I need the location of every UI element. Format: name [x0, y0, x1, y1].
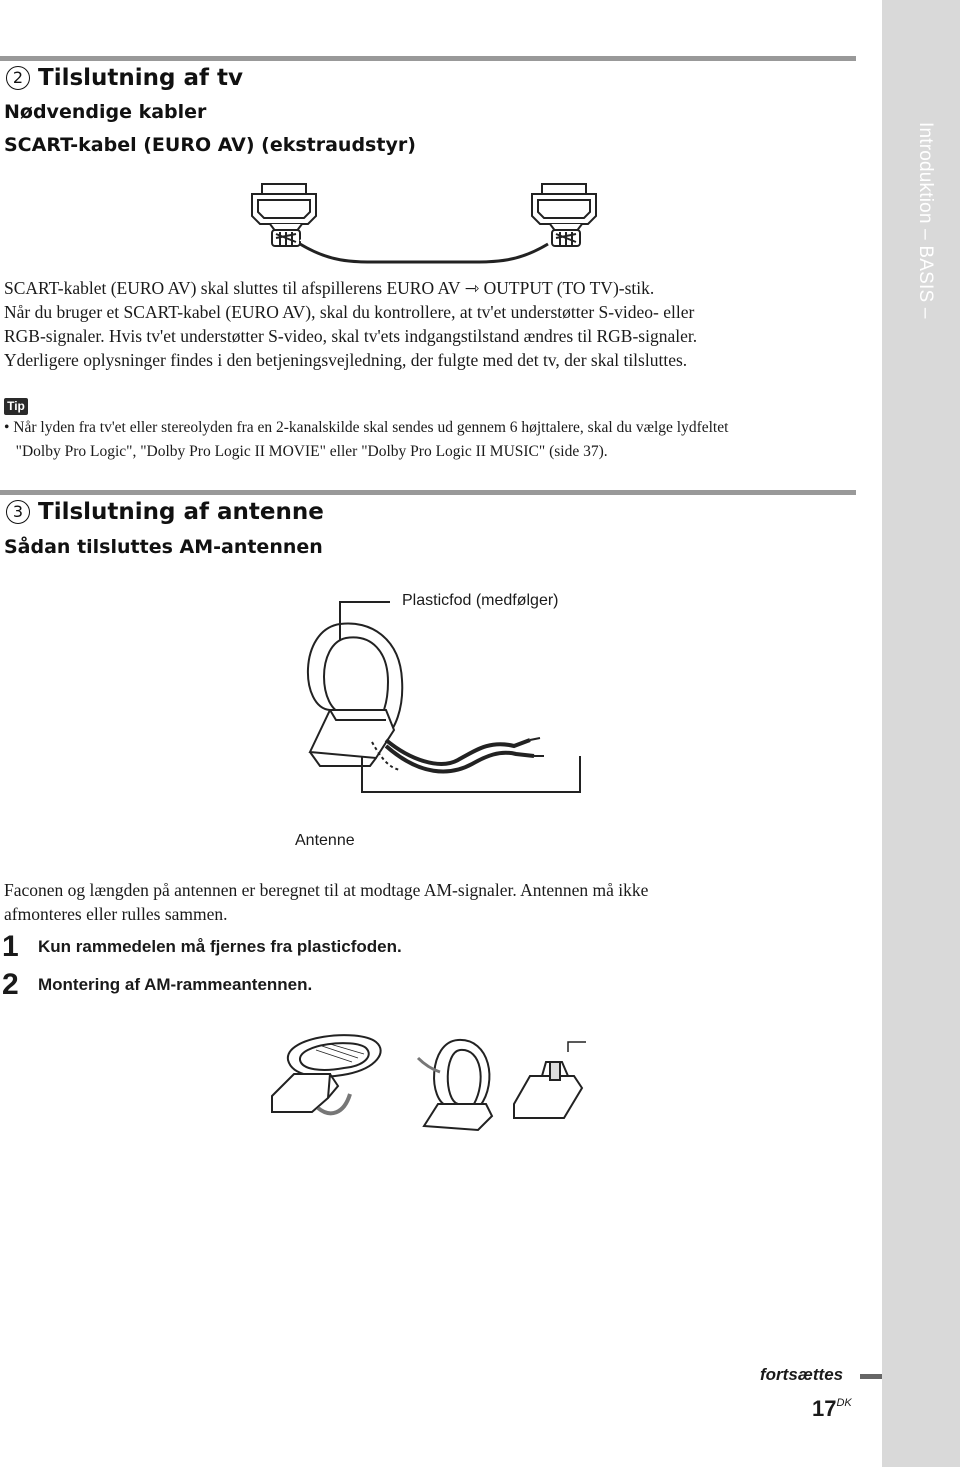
body-line: RGB-signaler. Hvis tv'et understøtter S-video, skal tv'ets indgangstilstand ændres til RGB-signaler. [4, 326, 698, 346]
section-number-badge: 3 [6, 500, 30, 524]
tip-badge: Tip [4, 398, 28, 415]
body-line: Faconen og længden på antennen er beregnet til at modtage AM-signaler. Antennen må ikke [4, 880, 649, 900]
body-line: Når du bruger et SCART-kabel (EURO AV), skal du kontrollere, at tv'et understøtter S-video- eller [4, 302, 695, 322]
section-title: Tilslutning af antenne [38, 499, 324, 525]
step-number: 1 [2, 930, 19, 963]
am-antenna-illustration [290, 590, 590, 830]
continued-bar [860, 1374, 882, 1379]
body-line: afmonteres eller rulles sammen. [4, 904, 228, 924]
subheading-cables: Nødvendige kabler [4, 101, 207, 123]
tip-line: • Når lyden fra tv'et eller stereolyden fra en 2-kanalskilde skal sendes ud gennem 6 højttalere, skal du vælge lydfeltet [4, 419, 729, 436]
section-rule [0, 490, 856, 495]
subheading-am-antenna: Sådan tilsluttes AM-antennen [4, 536, 323, 558]
mounting-illustration [268, 1022, 598, 1132]
continued-label: fortsættes [760, 1365, 844, 1384]
tip-line: "Dolby Pro Logic", "Dolby Pro Logic II MOVIE" eller "Dolby Pro Logic II MUSIC" (side 37). [4, 443, 608, 460]
section-title: Tilslutning af tv [38, 65, 244, 91]
scart-cable-illustration [240, 180, 610, 270]
subheading-scart: SCART-kabel (EURO AV) (ekstraudstyr) [4, 134, 416, 156]
section-rule [0, 56, 856, 61]
body-line: Yderligere oplysninger findes i den betjeningsvejledning, der fulgte med det tv, der skal tilsluttes. [4, 350, 688, 370]
step-text: Kun rammedelen må fjernes fra plasticfoden. [38, 937, 402, 956]
label-antenna: Antenne [295, 832, 355, 849]
label-plastic-base: Plasticfod (medfølger) [402, 592, 559, 609]
page-number-value: 17 [812, 1396, 837, 1421]
tip-text [4, 416, 728, 464]
section-heading-antenna [6, 498, 324, 526]
step-1 [2, 930, 402, 966]
page-number [812, 1396, 852, 1422]
body-line: SCART-kablet (EURO AV) skal sluttes til afspillerens EURO AV ⇾ OUTPUT (TO TV)-stik. [4, 278, 655, 298]
step-text: Montering af AM-rammeantennen. [38, 975, 313, 994]
section-heading-tv [6, 64, 243, 92]
page-suffix: DK [836, 1397, 852, 1409]
section-number-badge: 2 [6, 66, 30, 90]
step-2 [2, 968, 312, 1004]
step-number: 2 [2, 968, 19, 1001]
side-tab-label: Introduktion – BASIS – [915, 122, 936, 319]
